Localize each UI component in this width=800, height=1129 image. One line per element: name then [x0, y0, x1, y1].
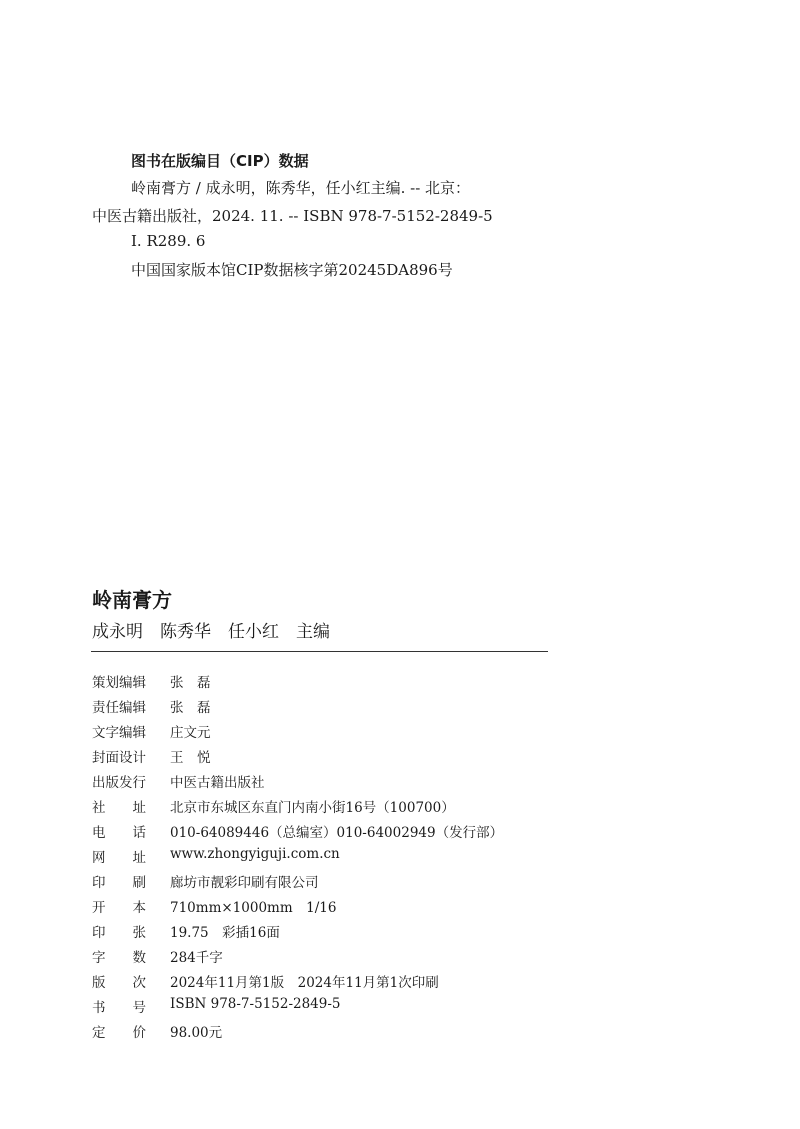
- info-value: 北京市东城区东直门内南小街16号（100700）: [170, 800, 455, 816]
- info-value: 廊坊市靓彩印刷有限公司: [170, 875, 319, 891]
- info-label: 印 张: [92, 925, 146, 941]
- info-value: 710mm×1000mm 1/16: [170, 900, 337, 916]
- info-value: 19.75 彩插16面: [170, 925, 280, 941]
- info-value: 98.00元: [170, 1025, 223, 1041]
- info-label: 策划编辑: [92, 675, 146, 691]
- info-value: 张 磊: [170, 700, 211, 716]
- info-label: 社 址: [92, 800, 146, 816]
- info-label: 字 数: [92, 950, 146, 966]
- cip-line-publisher: 中医古籍出版社，2024. 11. -- ISBN 978-7-5152-2849-5: [92, 207, 493, 225]
- cip-line-classification: Ⅰ. R289. 6: [131, 232, 206, 250]
- info-label: 责任编辑: [92, 700, 146, 716]
- cip-line-record-number: 中国国家版本馆CIP数据核字第20245DA896号: [131, 261, 453, 279]
- info-value: 中医古籍出版社: [170, 775, 265, 791]
- info-label: 电 话: [92, 825, 146, 841]
- info-label: 版 次: [92, 975, 146, 991]
- info-value: www.zhongyiguji.com.cn: [170, 846, 340, 862]
- divider-rule: [91, 651, 548, 652]
- info-value: 王 悦: [170, 750, 211, 766]
- book-authors: 成永明 陈秀华 任小红 主编: [92, 622, 330, 642]
- info-label: 定 价: [92, 1025, 146, 1041]
- info-value: 284千字: [170, 950, 223, 966]
- info-value: 010-64089446（总编室）010-64002949（发行部）: [170, 825, 504, 841]
- info-label: 出版发行: [92, 775, 146, 791]
- info-label: 文字编辑: [92, 725, 146, 741]
- info-label: 开 本: [92, 900, 146, 916]
- info-label: 书 号: [92, 1000, 146, 1016]
- info-label: 印 刷: [92, 875, 146, 891]
- info-value: 庄文元: [170, 725, 211, 741]
- info-label: 网 址: [92, 850, 146, 866]
- info-value: ISBN 978-7-5152-2849-5: [170, 996, 341, 1012]
- cip-heading: 图书在版编目（CIP）数据: [131, 152, 309, 170]
- book-title: 岭南膏方: [92, 588, 172, 612]
- cip-line-title: 岭南膏方 / 成永明，陈秀华，任小红主编. -- 北京：: [131, 179, 471, 197]
- info-value: 2024年11月第1版 2024年11月第1次印刷: [170, 975, 439, 991]
- info-value: 张 磊: [170, 675, 211, 691]
- info-label: 封面设计: [92, 750, 146, 766]
